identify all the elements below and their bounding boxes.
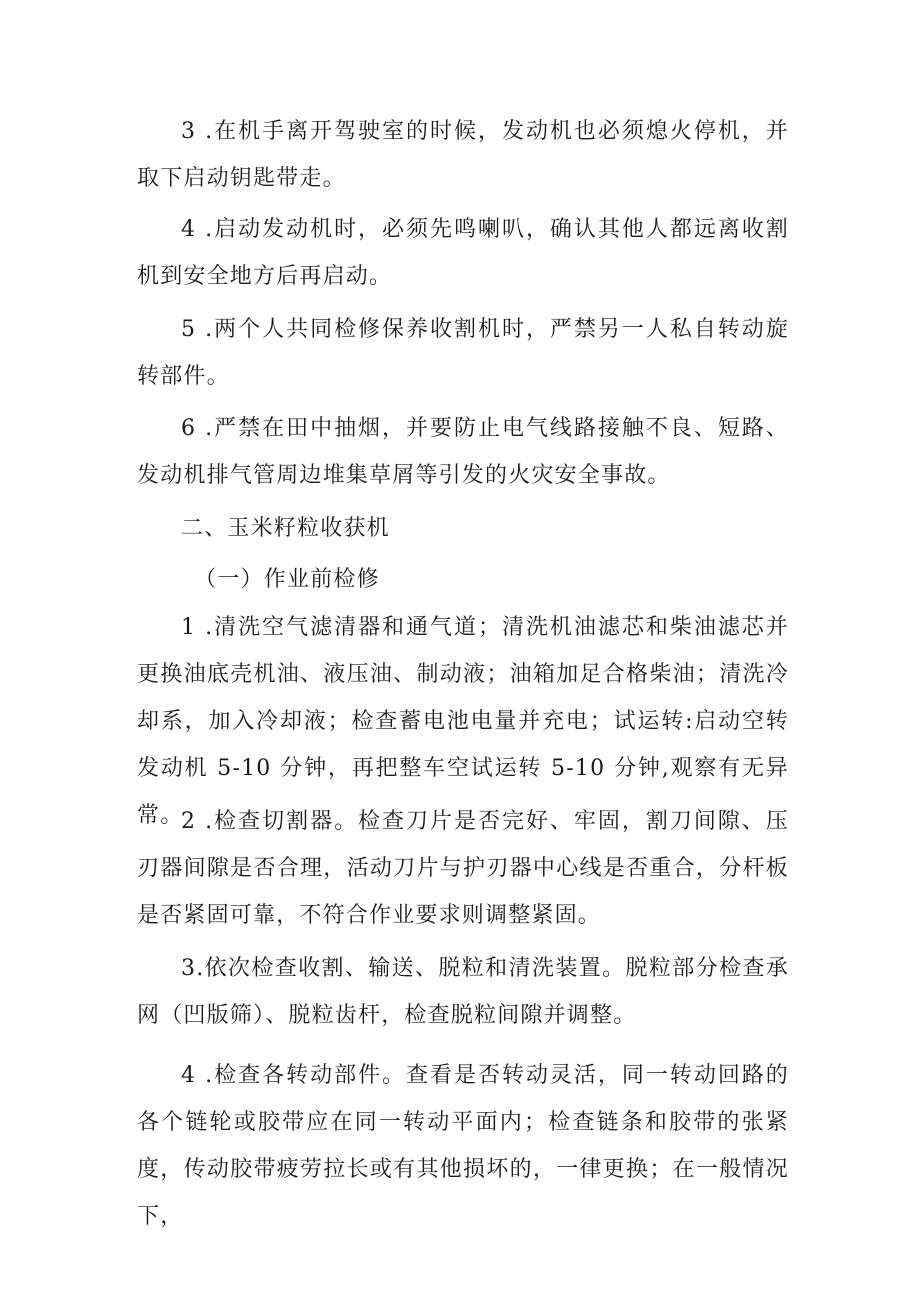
paragraph-4: 4 .启动发动机时，必须先鸣喇叭，确认其他人都远离收割机到安全地方后再启动。 <box>137 217 789 289</box>
item-4: 4 .检查各转动部件。查看是否转动灵活，同一转动回路的各个链轮或胶带应在同一转动平面内；检查链条和胶带的张紧度，传动胶带疲劳拉长或有其他损坏的，一律更换；在一般情况下， <box>137 1063 789 1229</box>
item-3: 3.依次检查收割、输送、脱粒和清洗装置。脱粒部分检查承网（凹版筛）、脱粒齿杆，检查脱粒间隙并调整。 <box>137 956 789 1028</box>
paragraph-3: 3 .在机手离开驾驶室的时候，发动机也必须熄火停机，并取下启动钥匙带走。 <box>137 119 789 191</box>
paragraph-5: 5 .两个人共同检修保养收割机时，严禁另一人私自转动旋转部件。 <box>137 317 789 389</box>
item-2: 2 .检查切割器。检查刀片是否完好、牢固，割刀间隙、压刃器间隙是否合理，活动刀片与护刃器中心线是否重合，分杆板是否紧固可靠，不符合作业要求则调整紧固。 <box>137 809 789 928</box>
paragraph-6: 6 .严禁在田中抽烟，并要防止电气线路接触不良、短路、发动机排气管周边堆集草屑等引发的火灾安全事故。 <box>137 416 789 488</box>
item-1: 1 .清洗空气滤清器和通气道；清洗机油滤芯和柴油滤芯并更换油底壳机油、液压油、制动液；油箱加足合格柴油；清洗冷却系，加入冷却液；检查蓄电池电量并充电；试运转:启动空转发动机 5-10 分钟，再把整车空试运转 5-10 分钟,观察有无异常。 <box>137 615 789 828</box>
section-heading: 二、玉米籽粒收获机 <box>181 516 390 541</box>
sub-heading: （一）作业前检修 <box>194 567 380 592</box>
